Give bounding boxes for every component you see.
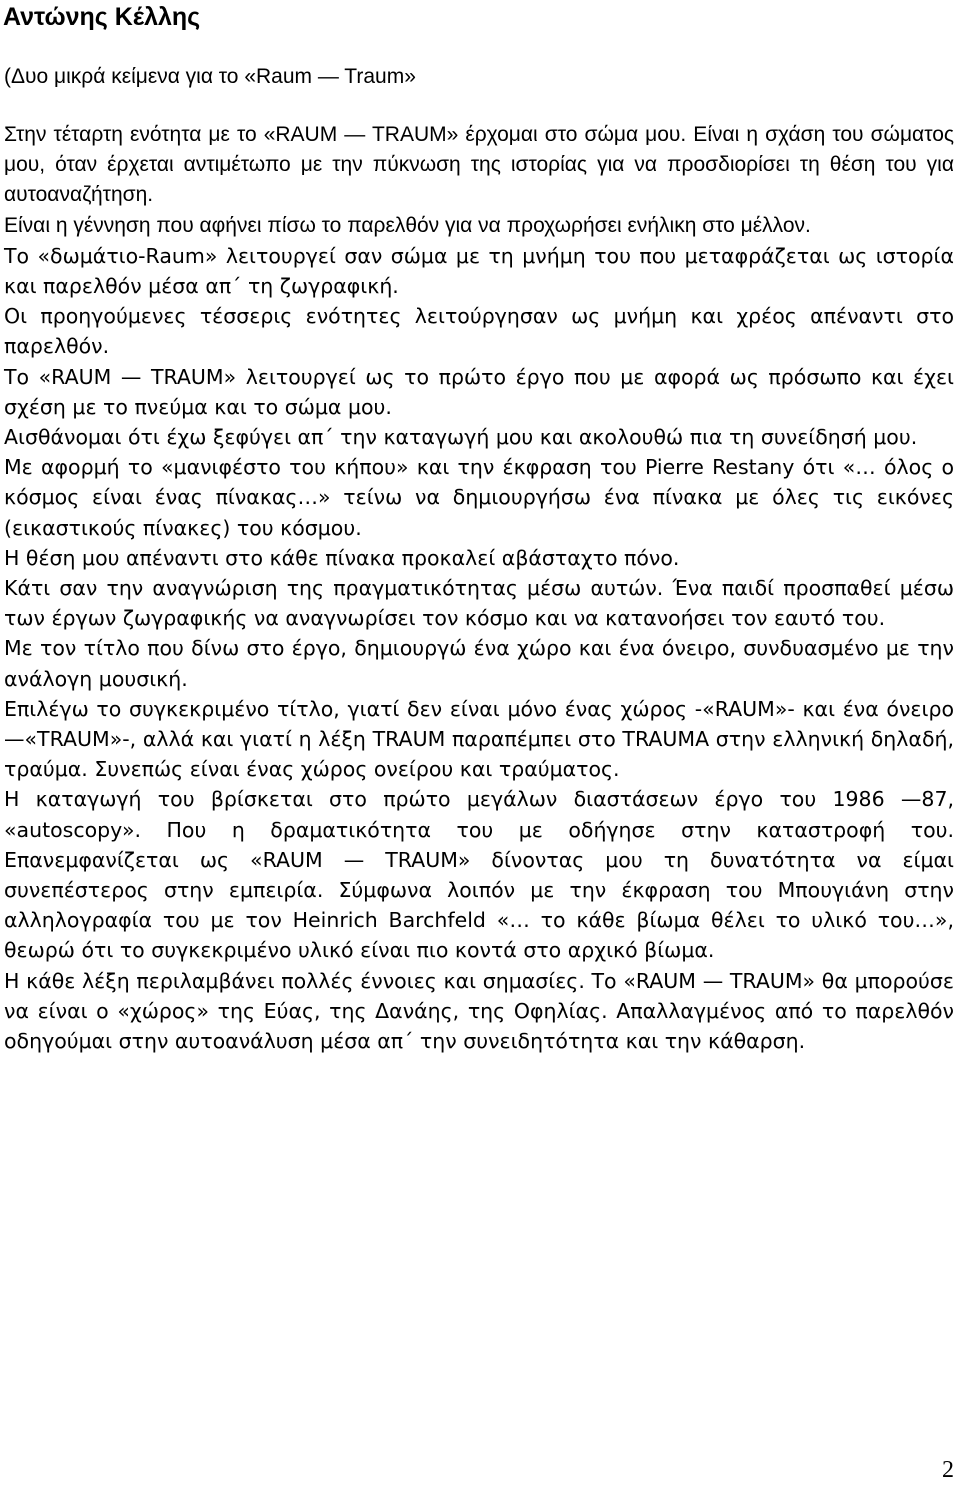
body-text bbox=[4, 120, 954, 1056]
paragraph: Είναι η γέννηση που αφήνει πίσω το παρελθόν για να προχωρήσει ενήλικη στο μέλλον. bbox=[4, 213, 811, 237]
paragraph: Η καταγωγή του βρίσκεται στο πρώτο μεγάλων διαστάσεων έργο του 1986 —87, «autoscopy». Που η δραματικότητα του με οδήγησε στην καταστροφή του. Επανεμφανίζεται ως «RAUM — TRAUM» δίνοντας μου τη δυνατότητα να είμαι συνεπέστερος στην εμπειρία. Σύμφωνα λοιπόν με την έκφραση του Μπουγιάνη στην αλληλογραφία του με τον Heinrich Barchfeld «… το κάθε βίωμα θέλει το υλικό του…», θεωρώ ότι το συγκεκριμένο υλικό είναι πιο κοντά στο αρχικό βίωμα. bbox=[4, 787, 954, 963]
paragraph: Οι προηγούμενες τέσσερις ενότητες λειτούργησαν ως μνήμη και χρέος απέναντι στο παρελθόν. bbox=[4, 304, 954, 359]
author-name: Αντώνης Κέλλης bbox=[3, 3, 201, 31]
paragraph: Η θέση μου απέναντι στο κάθε πίνακα προκαλεί αβάσταχτο πόνο. bbox=[4, 545, 680, 570]
paragraph: Το «RAUM — TRAUM» λειτουργεί ως το πρώτο έργο που με αφορά ως πρόσωπο και έχει σχέση με το πνεύμα και το σώμα μου. bbox=[4, 364, 954, 419]
paragraph: Το «δωμάτιο-Raum» λειτουργεί σαν σώμα με τη μνήμη του που μεταφράζεται ως ιστορία και παρελθόν μέσα απ΄ τη ζωγραφική. bbox=[4, 243, 954, 299]
paragraph: Αισθάνομαι ότι έχω ξεφύγει απ΄ την καταγωγή μου και ακολουθώ πια τη συνείδησή μου. bbox=[4, 425, 918, 450]
paragraph: Με αφορμή το «μανιφέστο του κήπου» και την έκφραση του Pierre Restany ότι «… όλος ο κόσμος είναι ένας πίνακας…» τείνω να δημιουργήσω ένα πίνακα με όλες τις εικόνες (εικαστικούς πίνακες) του κόσμου. bbox=[4, 455, 954, 540]
paragraph: Η κάθε λέξη περιλαμβάνει πολλές έννοιες και σημασίες. Το «RAUM — TRAUM» θα μπορούσε να είναι ο «χώρος» της Εύας, της Δανάης, της Οφηλίας. Απαλλαγμένος από το παρελθόν οδηγούμαι στην αυτοανάλυση μέσα απ΄ την συνειδητότητα και την κάθαρση. bbox=[4, 968, 954, 1054]
document-subtitle: (Δυο μικρά κείμενα για το «Raum — Traum» bbox=[4, 65, 416, 88]
paragraph: Με τον τίτλο που δίνω στο έργο, δημιουργώ ένα χώρο και ένα όνειρο, συνδυασμένο με την ανάλογη μουσική. bbox=[4, 636, 954, 691]
paragraph: Κάτι σαν την αναγνώριση της πραγματικότητας μέσω αυτών. Ένα παιδί προσπαθεί μέσω των έργων ζωγραφικής να αναγνωρίσει τον κόσμο και να κατανοήσει τον εαυτό του. bbox=[4, 576, 954, 631]
paragraph: Στην τέταρτη ενότητα με το «RAUM — TRAUM» έρχομαι στο σώμα μου. Είναι η σχάση του σώματος μου, όταν έρχεται αντιμέτωπο με την πύκνωση της ιστορίας για να προσδιορίσει τη θέση του για αυτοαναζήτηση. bbox=[4, 123, 954, 207]
paragraph: Επιλέγω το συγκεκριμένο τίτλο, γιατί δεν είναι μόνο ένας χώρος -«RAUM»- και ένα όνειρο —«TRAUM»-, αλλά και γιατί η λέξη TRAUM παραπέμπει στο TRAUMA στην ελληνική δηλαδή, τραύμα. Συνεπώς είναι ένας χώρος ονείρου και τραύματος. bbox=[4, 696, 954, 782]
page-number: 2 bbox=[942, 1457, 954, 1483]
